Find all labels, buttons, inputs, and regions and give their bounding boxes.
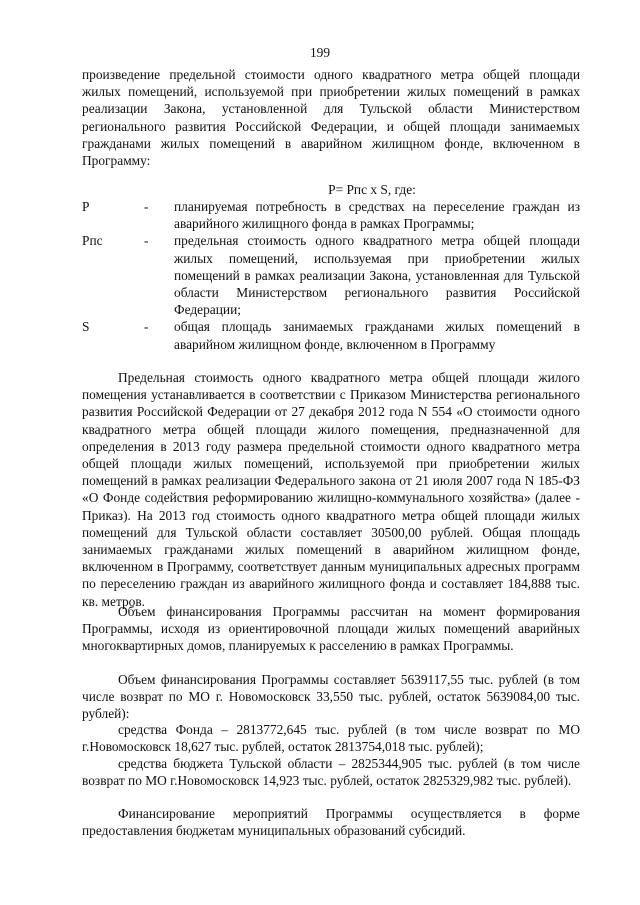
- definition-text: планируемая потребность в средствах на переселение граждан из аварийного жилищного фонда в рамках Программы;: [174, 199, 580, 232]
- page-number: 199: [309, 45, 331, 60]
- body-paragraph: Предельная стоимость одного квадратного метра общей площади жилого помещения устанавливается в соответствии с Приказом Министерства регионального развития Российской Федерации от 27 декабря 2012 года N 554 «О стоимости одного квадратного метра общей площади жилого помещения, предназначенной для определения в 2013 году размера предельной стоимости одного квадратного метра общей площади жилых помещений, используемой при приобретении жилых помещений в рамках реализации Федерального закона от 21 июля 2007 года N 185-ФЗ «О Фонде содействия реформированию жилищно-коммунального хозяйства» (далее - Приказ). На 2013 год стоимость одного квадратного метра общей площади жилых помещений для Тульской области составляет 30500,00 рублей. Общая площадь занимаемых гражданами жилых помещений в аварийном жилищном фонде, включенном в Программу, соответствует данным муниципальных адресных программ по переселению граждан из аварийного жилищного фонда и составляет 184,888 тыс. кв. метров.: [82, 370, 580, 609]
- definition-item: [82, 198, 580, 232]
- body-paragraph: Финансирование мероприятий Программы осуществляется в форме предоставления бюджетам муниципальных образований субсидий.: [82, 806, 580, 839]
- definition-item: [82, 318, 580, 352]
- body-paragraph: средства Фонда – 2813772,645 тыс. рублей (в том числе возврат по МО г.Новомосковск 18,627 тыс. рублей, остаток 2813754,018 тыс. рублей);: [82, 722, 580, 755]
- definition-dash: -: [144, 199, 149, 214]
- definition-text: предельная стоимость одного квадратного метра общей площади жилых помещений, используемая при приобретении жилых помещений в рамках реализации Закона, установленная для Тульской области Министерством регионального развития Российской Федерации;: [174, 233, 580, 318]
- definition-item: [82, 232, 580, 318]
- definition-dash: -: [144, 319, 149, 335]
- body-paragraph: средства бюджета Тульской области – 2825344,905 тыс. рублей (в том числе возврат по МО г.Новомосковск 14,923 тыс. рублей, остаток 2825329,982 тыс. рублей).: [82, 756, 580, 789]
- definition-list: [82, 198, 580, 353]
- definition-text: общая площадь занимаемых гражданами жилых помещений в аварийном жилищном фонде, включенном в Программу: [174, 319, 580, 352]
- body-paragraph: Объем финансирования Программы составляет 5639117,55 тыс. рублей (в том числе возврат по МО г. Новомосковск 33,550 тыс. рублей, остаток 5639084,00 тыс. рублей):: [82, 672, 580, 722]
- intro-paragraph: произведение предельной стоимости одного квадратного метра общей площади жилых помещений, используемой при приобретении жилых помещений в рамках реализации Закона, установленной для Тульской области Министерством регионального развития Российской Федерации, и общей площади занимаемых гражданами жилых помещений в аварийном жилищном фонде, включенном в Программу:: [82, 67, 580, 169]
- definition-symbol: Р: [82, 199, 90, 214]
- definition-symbol: S: [82, 319, 90, 335]
- body-paragraph: Объем финансирования Программы рассчитан на момент формирования Программы, исходя из ориентировочной площади жилых помещений аварийных многоквартирных домов, планируемых к расселению в рамках Программы.: [82, 604, 580, 654]
- definition-symbol: Рпс: [82, 233, 103, 249]
- definition-dash: -: [144, 233, 149, 249]
- formula: P= Рпс х S, где:: [328, 182, 416, 197]
